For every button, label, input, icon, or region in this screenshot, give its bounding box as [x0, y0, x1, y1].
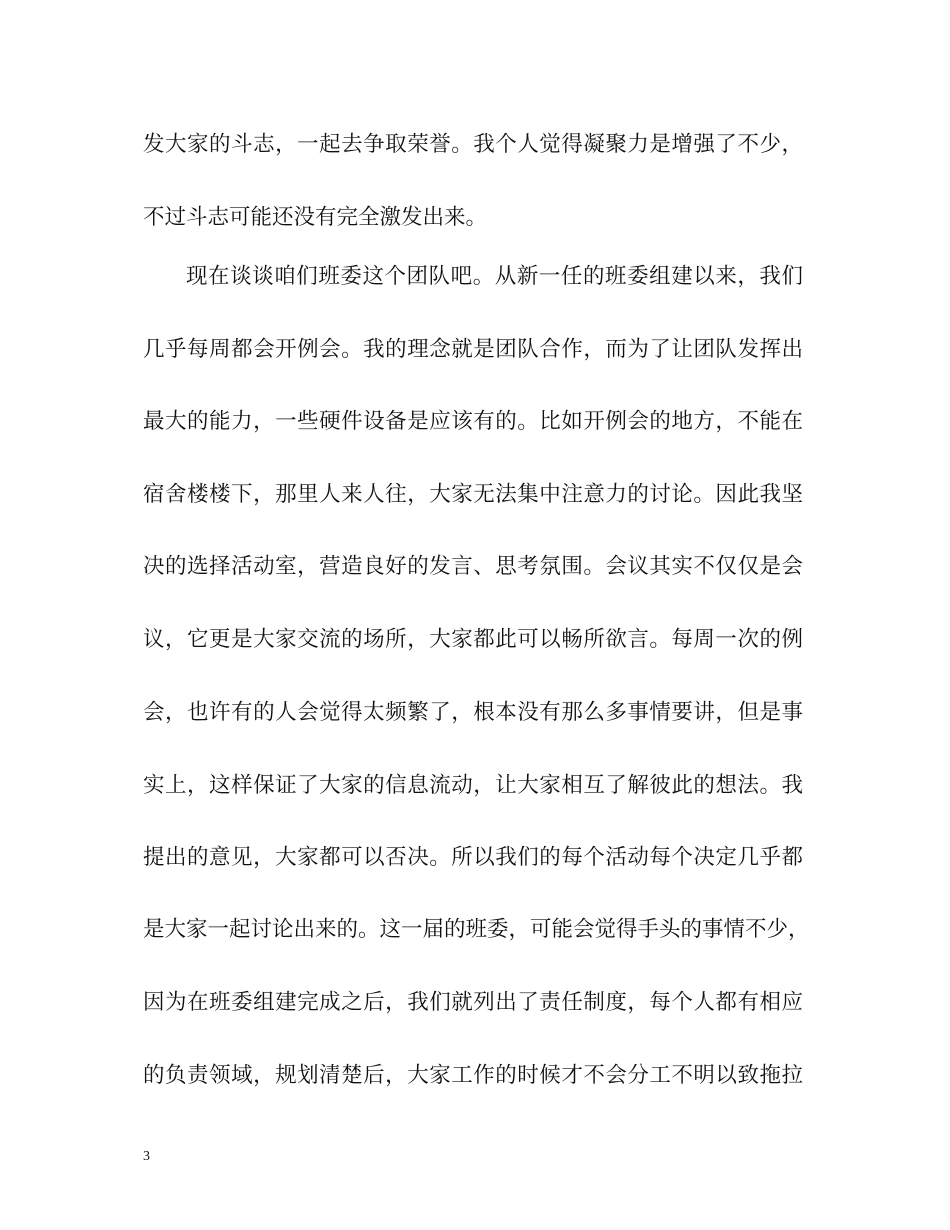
paragraph-line-3: 现在谈谈咱们班委这个团队吧。从新一任的班委组建以来，我们: [186, 264, 803, 289]
paragraph-line-2: 不过斗志可能还没有完全激发出来。: [143, 205, 488, 230]
paragraph-line-8: 议，它更是大家交流的场所，大家都此可以畅所欲言。每周一次的例: [143, 627, 803, 652]
paragraph-line-11: 提出的意见，大家都可以否决。所以我们的每个活动每个决定几乎都: [143, 845, 803, 870]
paragraph-line-14: 的负责领域，规划清楚后，大家工作的时候才不会分工不明以致拖拉: [143, 1063, 803, 1088]
paragraph-line-7: 决的选择活动室，营造良好的发言、思考氛围。会议其实不仅仅是会: [143, 554, 803, 579]
paragraph-line-1: 发大家的斗志，一起去争取荣誉。我个人觉得凝聚力是增强了不少，: [143, 132, 803, 157]
paragraph-line-10: 实上，这样保证了大家的信息流动，让大家相互了解彼此的想法。我: [143, 773, 803, 798]
paragraph-line-6: 宿舍楼楼下，那里人来人往，大家无法集中注意力的讨论。因此我坚: [143, 482, 803, 507]
paragraph-line-9: 会，也许有的人会觉得太频繁了，根本没有那么多事情要讲，但是事: [143, 700, 803, 725]
paragraph-line-5: 最大的能力，一些硬件设备是应该有的。比如开例会的地方，不能在: [143, 409, 803, 434]
paragraph-line-4: 几乎每周都会开例会。我的理念就是团队合作，而为了让团队发挥出: [143, 337, 803, 362]
paragraph-line-13: 因为在班委组建完成之后，我们就列出了责任制度，每个人都有相应: [143, 990, 803, 1015]
page-number: 3: [143, 1149, 150, 1164]
paragraph-line-12: 是大家一起讨论出来的。这一届的班委，可能会觉得手头的事情不少，: [143, 917, 810, 942]
